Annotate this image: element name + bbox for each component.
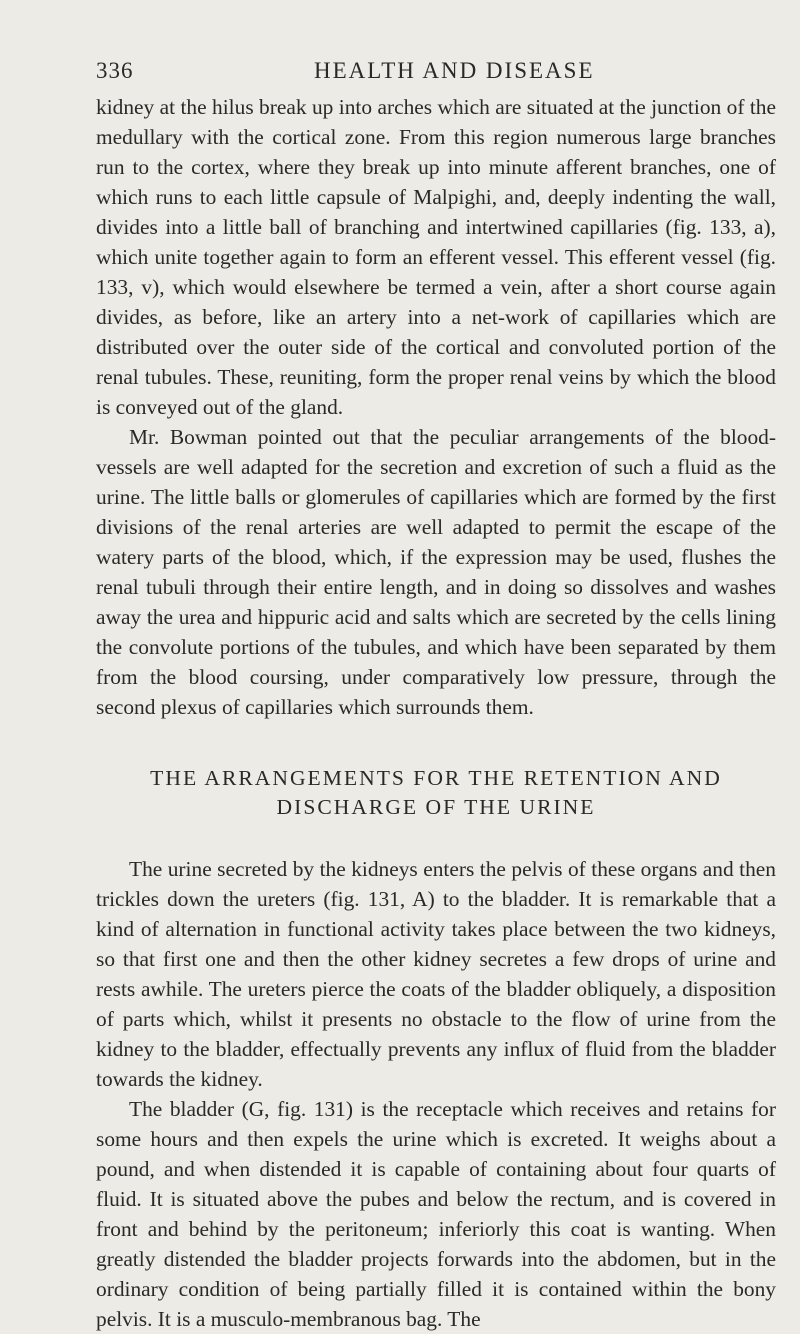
page-number: 336 — [96, 58, 134, 83]
paragraph-kidney-arches: kidney at the hilus break up into arches which are situated at the junction of the medullary with the cortical zone. From this region numerous large branches run to the cortex, where they break up into minute afferent branches, one of which runs to each little capsule of Malpighi, and, deeply indenting the wall, divides into a little ball of branching and intertwined capillaries (fig. 133, a), which unite together again to form an efferent vessel. This efferent vessel (fig. 133, v), which would elsewhere be termed a vein, after a short course again divides, as before, like an artery into a net-work of capillaries which are distributed over the outer side of the cortical and convoluted portion of the renal tubules. These, reuniting, form the proper renal veins by which the blood is conveyed out of the gland. — [96, 95, 776, 419]
section-heading — [96, 764, 776, 822]
body-text — [96, 92, 776, 1334]
page-header — [96, 58, 776, 86]
section-heading-line-2: DISCHARGE OF THE URINE — [276, 795, 596, 819]
paragraph-bowman: Mr. Bowman pointed out that the peculiar arrangements of the blood-vessels are well adapted for the secretion and excretion of such a fluid as the urine. The little balls or glomerules of capillaries which are formed by the first divisions of the renal arteries are well adapted to permit the escape of the watery parts of the blood, which, if the expression may be used, flushes the renal tubuli through their entire length, and in doing so dissolves and washes away the urea and hippuric acid and salts which are secreted by the cells lining the convolute portions of the tubules, and which have been separated by them from the blood coursing, under comparatively low pressure, through the second plexus of capillaries which surrounds them. — [96, 425, 776, 719]
running-head: HEALTH AND DISEASE — [314, 58, 595, 83]
paragraph-bladder: The bladder (G, fig. 131) is the receptacle which receives and retains for some hours and then expels the urine which is excreted. It weighs about a pound, and when distended it is capable of containing about four quarts of fluid. It is situated above the pubes and below the rectum, and is covered in front and behind by the peritoneum; inferiorly this coat is wanting. When greatly distended the bladder projects forwards into the abdomen, but in the ordinary condition of being partially filled it is contained within the bony pelvis. It is a musculo-membranous bag. The — [96, 1097, 776, 1331]
section-heading-line-1: THE ARRANGEMENTS FOR THE RETENTION AND — [150, 766, 722, 790]
paragraph-ureters: The urine secreted by the kidneys enters the pelvis of these organs and then trickles down the ureters (fig. 131, A) to the bladder. It is remarkable that a kind of alternation in functional activity takes place between the two kidneys, so that first one and then the other kidney secretes a few drops of urine and rests awhile. The ureters pierce the coats of the bladder obliquely, a disposition of parts which, whilst it presents no obstacle to the flow of urine from the kidney to the bladder, effectually prevents any influx of fluid from the bladder towards the kidney. — [96, 857, 776, 1091]
